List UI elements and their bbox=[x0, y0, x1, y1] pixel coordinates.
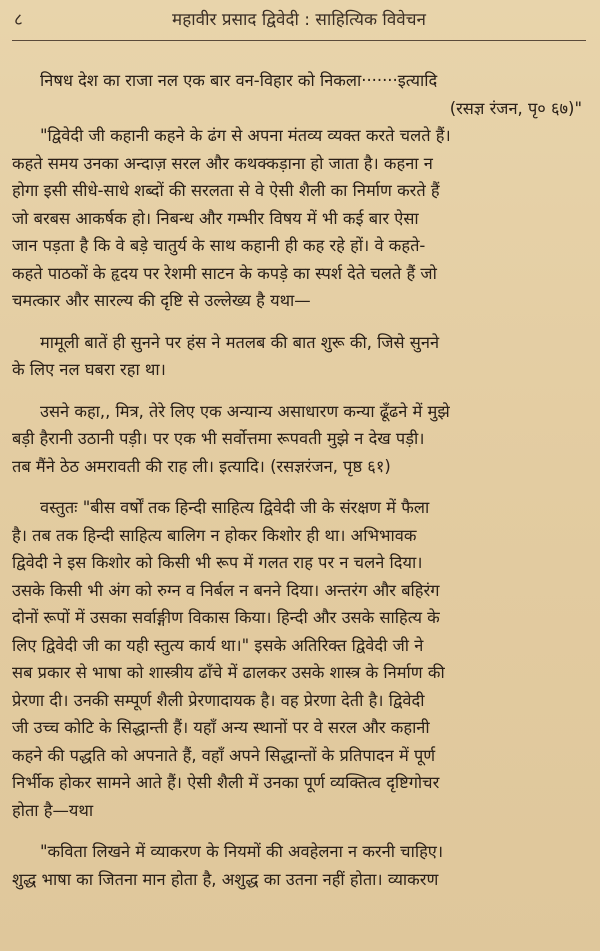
citation-line: (रसज्ञ रंजन, पृ० ६७)" bbox=[449, 98, 582, 118]
text-line: उसके किसी भी अंग को रुग्न व निर्बल न बनने दिया। अन्तरंग और बहिरंग bbox=[12, 580, 440, 600]
text-line: शुद्ध भाषा का जितना मान होता है, अशुद्ध का उतना नहीं होता। व्याकरण bbox=[12, 869, 439, 889]
text-line: जान पड़ता है कि वे बड़े चातुर्य के साथ कहानी ही कह रहे हों। वे कहते- bbox=[12, 236, 426, 255]
text-line: है। तब तक हिन्दी साहित्य बालिग न होकर किशोर ही था। अभिभावक bbox=[12, 525, 417, 545]
text-line: कहते समय उनका अन्दाज़ सरल और कथक्कड़ाना हो जाता है। कहना न bbox=[12, 153, 433, 173]
text-line: जो बरबस आकर्षक हो। निबन्ध और गम्भीर विषय में भी कई बार ऐसा bbox=[12, 208, 419, 228]
text-line: सब प्रकार से भाषा को शास्त्रीय ढाँचे में ढालकर उसके शास्त्र के निर्माण की bbox=[12, 663, 445, 682]
text-line: "कविता लिखने में व्याकरण के नियमों की अवहेलना न करनी चाहिए। bbox=[40, 842, 444, 861]
text-line: के लिए नल घबरा रहा था। bbox=[12, 360, 166, 379]
page-number: ८ bbox=[14, 10, 23, 30]
text-line: "द्विवेदी जी कहानी कहने के ढंग से अपना मंतव्य व्यक्त करते चलते हैं। bbox=[40, 126, 451, 145]
running-header bbox=[12, 0, 586, 41]
text-line: होता है—यथा bbox=[12, 800, 94, 820]
text-line: लिए द्विवेदी जी का यही स्तुत्य कार्य था।" इसके अतिरिक्त द्विवेदी जी ने bbox=[12, 635, 424, 655]
text-line: होगा इसी सीधे-साधे शब्दों की सरलता से वे ऐसी शैली का निर्माण करते हैं bbox=[12, 181, 440, 200]
chapter-title: महावीर प्रसाद द्विवेदी : साहित्यिक विवेचन bbox=[172, 10, 426, 30]
body-text bbox=[12, 67, 586, 893]
text-line: वस्तुतः "बीस वर्षों तक हिन्दी साहित्य द्विवेदी जी के संरक्षण में फैला bbox=[40, 498, 430, 517]
text-line: उसने कहा,, मित्र, तेरे लिए एक अन्यान्य असाधारण कन्या ढूँढने में मुझे bbox=[40, 401, 450, 421]
text-line: द्विवेदी ने इस किशोर को किसी भी रूप में गलत राह पर न चलने दिया। bbox=[12, 553, 423, 572]
text-line: मामूली बातें ही सुनने पर हंस ने मतलब की बात शुरू की, जिसे सुनने bbox=[40, 332, 440, 352]
text-line: निषध देश का राजा नल एक बार वन-विहार को निकला·······इत्यादि bbox=[40, 71, 438, 90]
text-line: बड़ी हैरानी उठानी पड़ी। पर एक भी सर्वोत्तमा रूपवती मुझे न देख पड़ी। bbox=[12, 429, 425, 448]
text-line: तब मैंने ठेठ अमरावती की राह ली। इत्यादि। (रसज्ञरंजन, पृष्ठ ६१) bbox=[12, 456, 391, 476]
text-line: कहने की पद्धति को अपनाते हैं, वहाँ अपने सिद्धान्तों के प्रतिपादन में पूर्ण bbox=[12, 745, 436, 765]
text-line: प्रेरणा दी। उनकी सम्पूर्ण शैली प्रेरणादायक है। वह प्रेरणा देती है। द्विवेदी bbox=[12, 690, 425, 710]
text-line: जी उच्च कोटि के सिद्धान्ती हैं। यहाँ अन्य स्थानों पर वे सरल और कहानी bbox=[12, 718, 430, 737]
text-line: चमत्कार और सारल्य की दृष्टि से उल्लेख्य है यथा— bbox=[12, 291, 311, 310]
text-line: निर्भीक होकर सामने आते हैं। ऐसी शैली में उनका पूर्ण व्यक्तित्व दृष्टिगोचर bbox=[12, 773, 440, 792]
text-line: दोनों रूपों में उसका सर्वाङ्गीण विकास किया। हिन्दी और उसके साहित्य के bbox=[12, 608, 440, 627]
text-line: कहते पाठकों के हृदय पर रेशमी साटन के कपड़े का स्पर्श देते चलते हैं जो bbox=[12, 263, 437, 283]
